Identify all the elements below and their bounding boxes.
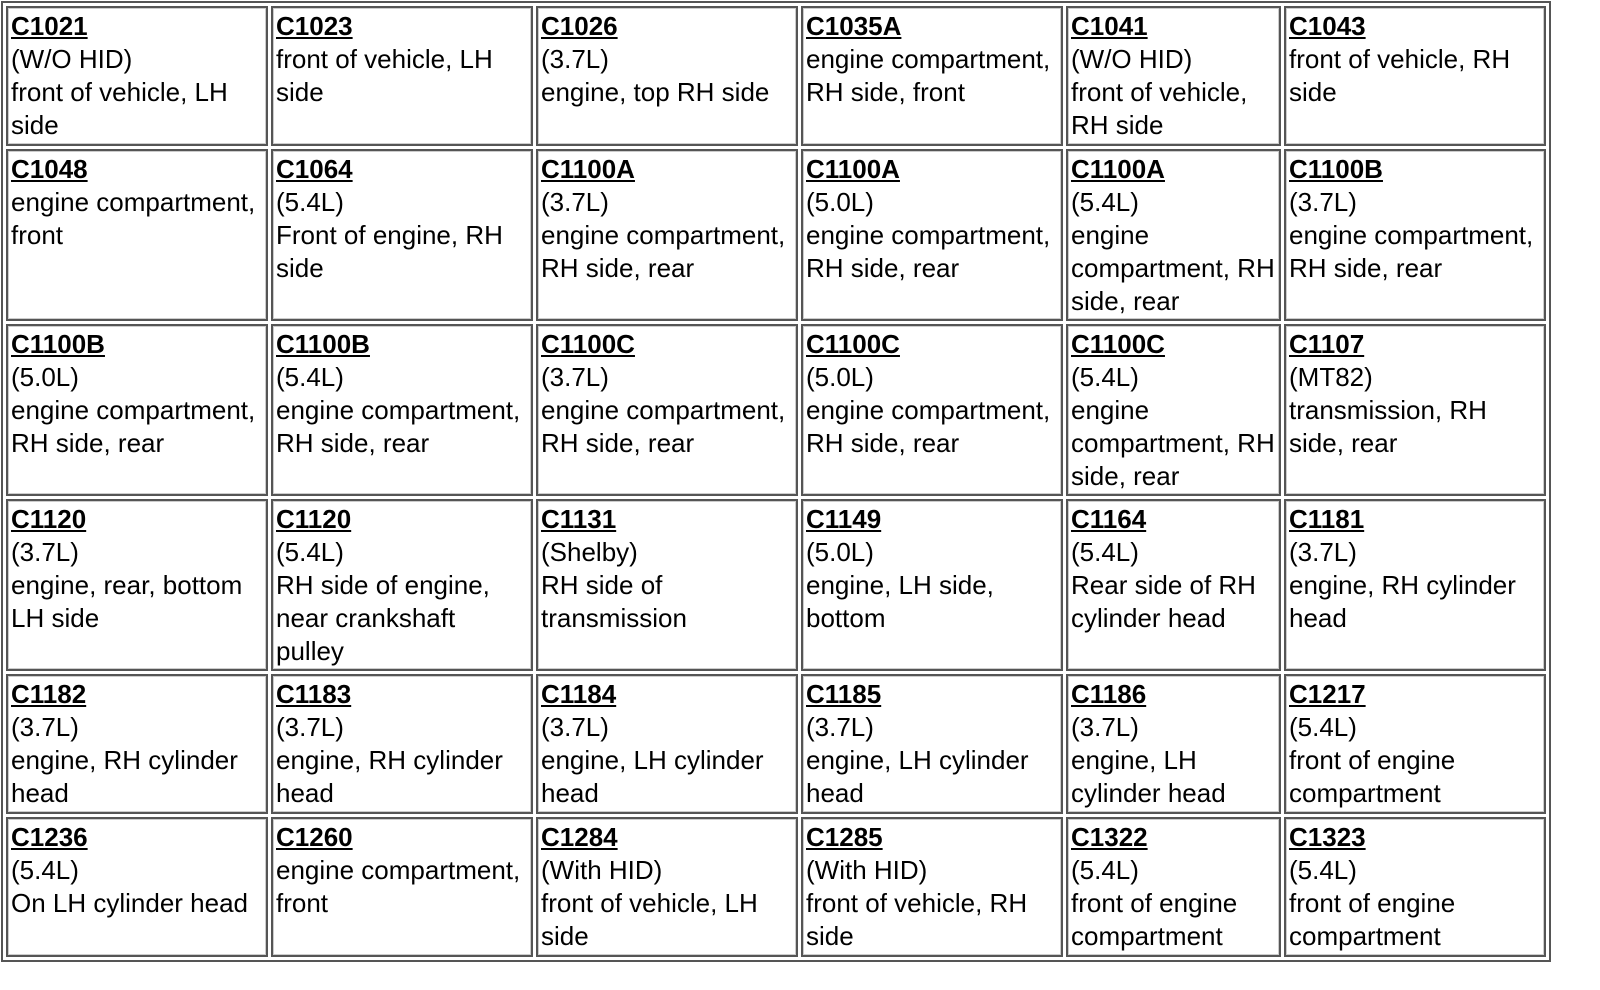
connector-location-description: engine compartment, RH side, front xyxy=(806,44,1051,107)
connector-cell xyxy=(801,674,1063,814)
connector-cell xyxy=(536,6,798,146)
connector-variant: (Shelby) xyxy=(541,537,638,567)
connector-variant: (5.0L) xyxy=(806,362,874,392)
connector-cell xyxy=(1066,674,1281,814)
connector-code-link[interactable]: C1285 xyxy=(806,822,883,852)
connector-code-link[interactable]: C1100A xyxy=(541,154,635,184)
connector-variant: (3.7L) xyxy=(1071,712,1139,742)
connector-location-description: engine compartment, RH side, rear xyxy=(806,395,1051,458)
connector-code-link[interactable]: C1041 xyxy=(1071,11,1148,41)
connector-location-description: engine compartment, RH side, rear xyxy=(806,220,1051,283)
connector-location-description: front of vehicle, LH side xyxy=(541,888,758,951)
connector-variant: (3.7L) xyxy=(541,187,609,217)
connector-code-link[interactable]: C1186 xyxy=(1071,679,1147,709)
connector-variant: (5.0L) xyxy=(806,187,874,217)
connector-variant: (5.4L) xyxy=(1071,537,1139,567)
connector-cell xyxy=(271,817,533,957)
connector-code-link[interactable]: C1100C xyxy=(541,329,635,359)
table-row xyxy=(6,817,1546,957)
connector-cell xyxy=(1066,817,1281,957)
connector-cell xyxy=(271,674,533,814)
connector-location-description: front of vehicle, RH side xyxy=(806,888,1028,951)
connector-cell xyxy=(1066,6,1281,146)
connector-variant: (With HID) xyxy=(806,855,928,885)
connector-variant: (3.7L) xyxy=(806,712,874,742)
connector-location-description: engine, LH cylinder head xyxy=(806,745,1029,808)
connector-code-link[interactable]: C1184 xyxy=(541,679,617,709)
connector-code-link[interactable]: C1100B xyxy=(11,329,105,359)
connector-variant: (5.4L) xyxy=(1071,855,1139,885)
connector-variant: (5.4L) xyxy=(276,187,344,217)
connector-code-link[interactable]: C1064 xyxy=(276,154,353,184)
connector-cell xyxy=(1284,149,1546,321)
connector-location-description: transmission, RH side, rear xyxy=(1289,395,1487,458)
connector-location-description: engine compartment, RH side, rear xyxy=(276,395,521,458)
connector-location-table xyxy=(1,1,1551,962)
connector-cell xyxy=(1284,6,1546,146)
connector-code-link[interactable]: C1100A xyxy=(806,154,900,184)
connector-location-description: engine, rear, bottom LH side xyxy=(11,570,243,633)
connector-location-description: engine, LH cylinder head xyxy=(1071,745,1226,808)
connector-variant: (MT82) xyxy=(1289,362,1373,392)
connector-location-description: front of engine compartment xyxy=(1071,888,1238,951)
connector-location-description: front of vehicle, RH side xyxy=(1071,77,1248,140)
connector-cell xyxy=(6,674,268,814)
connector-location-description: engine compartment, RH side, rear xyxy=(541,395,786,458)
connector-code-link[interactable]: C1217 xyxy=(1289,679,1366,709)
connector-location-description: RH side of transmission xyxy=(541,570,687,633)
connector-cell xyxy=(536,149,798,321)
connector-code-link[interactable]: C1236 xyxy=(11,822,88,852)
connector-code-link[interactable]: C1021 xyxy=(11,11,88,41)
connector-cell xyxy=(271,6,533,146)
connector-cell xyxy=(1284,817,1546,957)
connector-location-description: engine compartment, front xyxy=(11,187,256,250)
connector-code-link[interactable]: C1026 xyxy=(541,11,618,41)
connector-cell xyxy=(1066,499,1281,671)
table-row xyxy=(6,324,1546,496)
connector-variant: (5.4L) xyxy=(1071,362,1139,392)
connector-location-description: engine compartment, RH side, rear xyxy=(1071,220,1275,316)
connector-code-link[interactable]: C1284 xyxy=(541,822,618,852)
connector-code-link[interactable]: C1100B xyxy=(276,329,370,359)
connector-code-link[interactable]: C1100C xyxy=(1071,329,1165,359)
connector-code-link[interactable]: C1183 xyxy=(276,679,352,709)
table-row xyxy=(6,6,1546,146)
connector-cell xyxy=(801,6,1063,146)
connector-location-description: engine, LH side, bottom xyxy=(806,570,994,633)
connector-cell xyxy=(801,499,1063,671)
connector-code-link[interactable]: C1107 xyxy=(1289,329,1365,359)
connector-code-link[interactable]: C1131 xyxy=(541,504,617,534)
connector-location-description: engine compartment, RH side, rear xyxy=(541,220,786,283)
connector-cell xyxy=(536,499,798,671)
connector-variant: (5.4L) xyxy=(1289,712,1357,742)
connector-variant: (5.4L) xyxy=(276,537,344,567)
connector-location-description: engine, RH cylinder head xyxy=(11,745,238,808)
connector-cell xyxy=(6,6,268,146)
connector-location-description: Front of engine, RH side xyxy=(276,220,503,283)
connector-code-link[interactable]: C1043 xyxy=(1289,11,1366,41)
connector-location-description: engine compartment, RH side, rear xyxy=(1289,220,1534,283)
connector-cell xyxy=(801,817,1063,957)
connector-variant: (3.7L) xyxy=(541,362,609,392)
connector-variant: (5.4L) xyxy=(1071,187,1139,217)
connector-location-description: front of vehicle, LH side xyxy=(11,77,228,140)
connector-cell xyxy=(1066,324,1281,496)
connector-variant: (5.4L) xyxy=(1289,855,1357,885)
connector-code-link[interactable]: C1048 xyxy=(11,154,88,184)
connector-code-link[interactable]: C1120 xyxy=(276,504,352,534)
connector-cell xyxy=(1284,324,1546,496)
connector-cell xyxy=(6,817,268,957)
connector-code-link[interactable]: C1100B xyxy=(1289,154,1383,184)
connector-location-description: engine compartment, front xyxy=(276,855,521,918)
connector-location-description: front of vehicle, LH side xyxy=(276,44,493,107)
connector-code-link[interactable]: C1182 xyxy=(11,679,87,709)
connector-location-description: engine, LH cylinder head xyxy=(541,745,764,808)
connector-cell xyxy=(271,499,533,671)
connector-cell xyxy=(6,499,268,671)
connector-cell xyxy=(536,674,798,814)
connector-location-description: engine compartment, RH side, rear xyxy=(11,395,256,458)
connector-cell xyxy=(6,324,268,496)
connector-code-link[interactable]: C1181 xyxy=(1289,504,1365,534)
connector-cell xyxy=(271,149,533,321)
connector-location-description: On LH cylinder head xyxy=(11,888,249,918)
connector-location-description: engine, RH cylinder head xyxy=(276,745,503,808)
connector-location-description: RH side of engine, near crankshaft pulley xyxy=(276,570,490,666)
connector-code-link[interactable]: C1120 xyxy=(11,504,87,534)
connector-cell xyxy=(1284,499,1546,671)
connector-location-description: Rear side of RH cylinder head xyxy=(1071,570,1256,633)
connector-variant: (With HID) xyxy=(541,855,663,885)
connector-location-description: front of engine compartment xyxy=(1289,745,1456,808)
connector-variant: (3.7L) xyxy=(541,712,609,742)
connector-cell xyxy=(271,324,533,496)
connector-variant: (3.7L) xyxy=(11,537,79,567)
connector-cell xyxy=(536,817,798,957)
connector-cell xyxy=(801,149,1063,321)
connector-variant: (3.7L) xyxy=(1289,537,1357,567)
connector-variant: (W/O HID) xyxy=(1071,44,1193,74)
connector-cell xyxy=(1284,674,1546,814)
connector-code-link[interactable]: C1100C xyxy=(806,329,900,359)
connector-variant: (3.7L) xyxy=(541,44,609,74)
table-row xyxy=(6,674,1546,814)
connector-code-link[interactable]: C1323 xyxy=(1289,822,1366,852)
connector-location-description: engine, RH cylinder head xyxy=(1289,570,1516,633)
connector-cell xyxy=(801,324,1063,496)
connector-code-link[interactable]: C1035A xyxy=(806,11,902,41)
connector-variant: (3.7L) xyxy=(1289,187,1357,217)
connector-code-link[interactable]: C1100A xyxy=(1071,154,1165,184)
connector-code-link[interactable]: C1149 xyxy=(806,504,882,534)
connector-variant: (W/O HID) xyxy=(11,44,133,74)
connector-code-link[interactable]: C1023 xyxy=(276,11,353,41)
connector-code-link[interactable]: C1260 xyxy=(276,822,353,852)
table-row xyxy=(6,499,1546,671)
connector-variant: (3.7L) xyxy=(11,712,79,742)
table-row xyxy=(6,149,1546,321)
connector-cell xyxy=(536,324,798,496)
connector-code-link[interactable]: C1322 xyxy=(1071,822,1148,852)
connector-variant: (5.4L) xyxy=(276,362,344,392)
connector-code-link[interactable]: C1185 xyxy=(806,679,882,709)
connector-cell xyxy=(6,149,268,321)
connector-location-description: engine compartment, RH side, rear xyxy=(1071,395,1275,491)
connector-variant: (5.0L) xyxy=(806,537,874,567)
connector-variant: (5.0L) xyxy=(11,362,79,392)
connector-location-description: front of vehicle, RH side xyxy=(1289,44,1511,107)
connector-cell xyxy=(1066,149,1281,321)
connector-location-description: front of engine compartment xyxy=(1289,888,1456,951)
connector-code-link[interactable]: C1164 xyxy=(1071,504,1147,534)
connector-variant: (3.7L) xyxy=(276,712,344,742)
connector-location-description: engine, top RH side xyxy=(541,77,770,107)
connector-variant: (5.4L) xyxy=(11,855,79,885)
